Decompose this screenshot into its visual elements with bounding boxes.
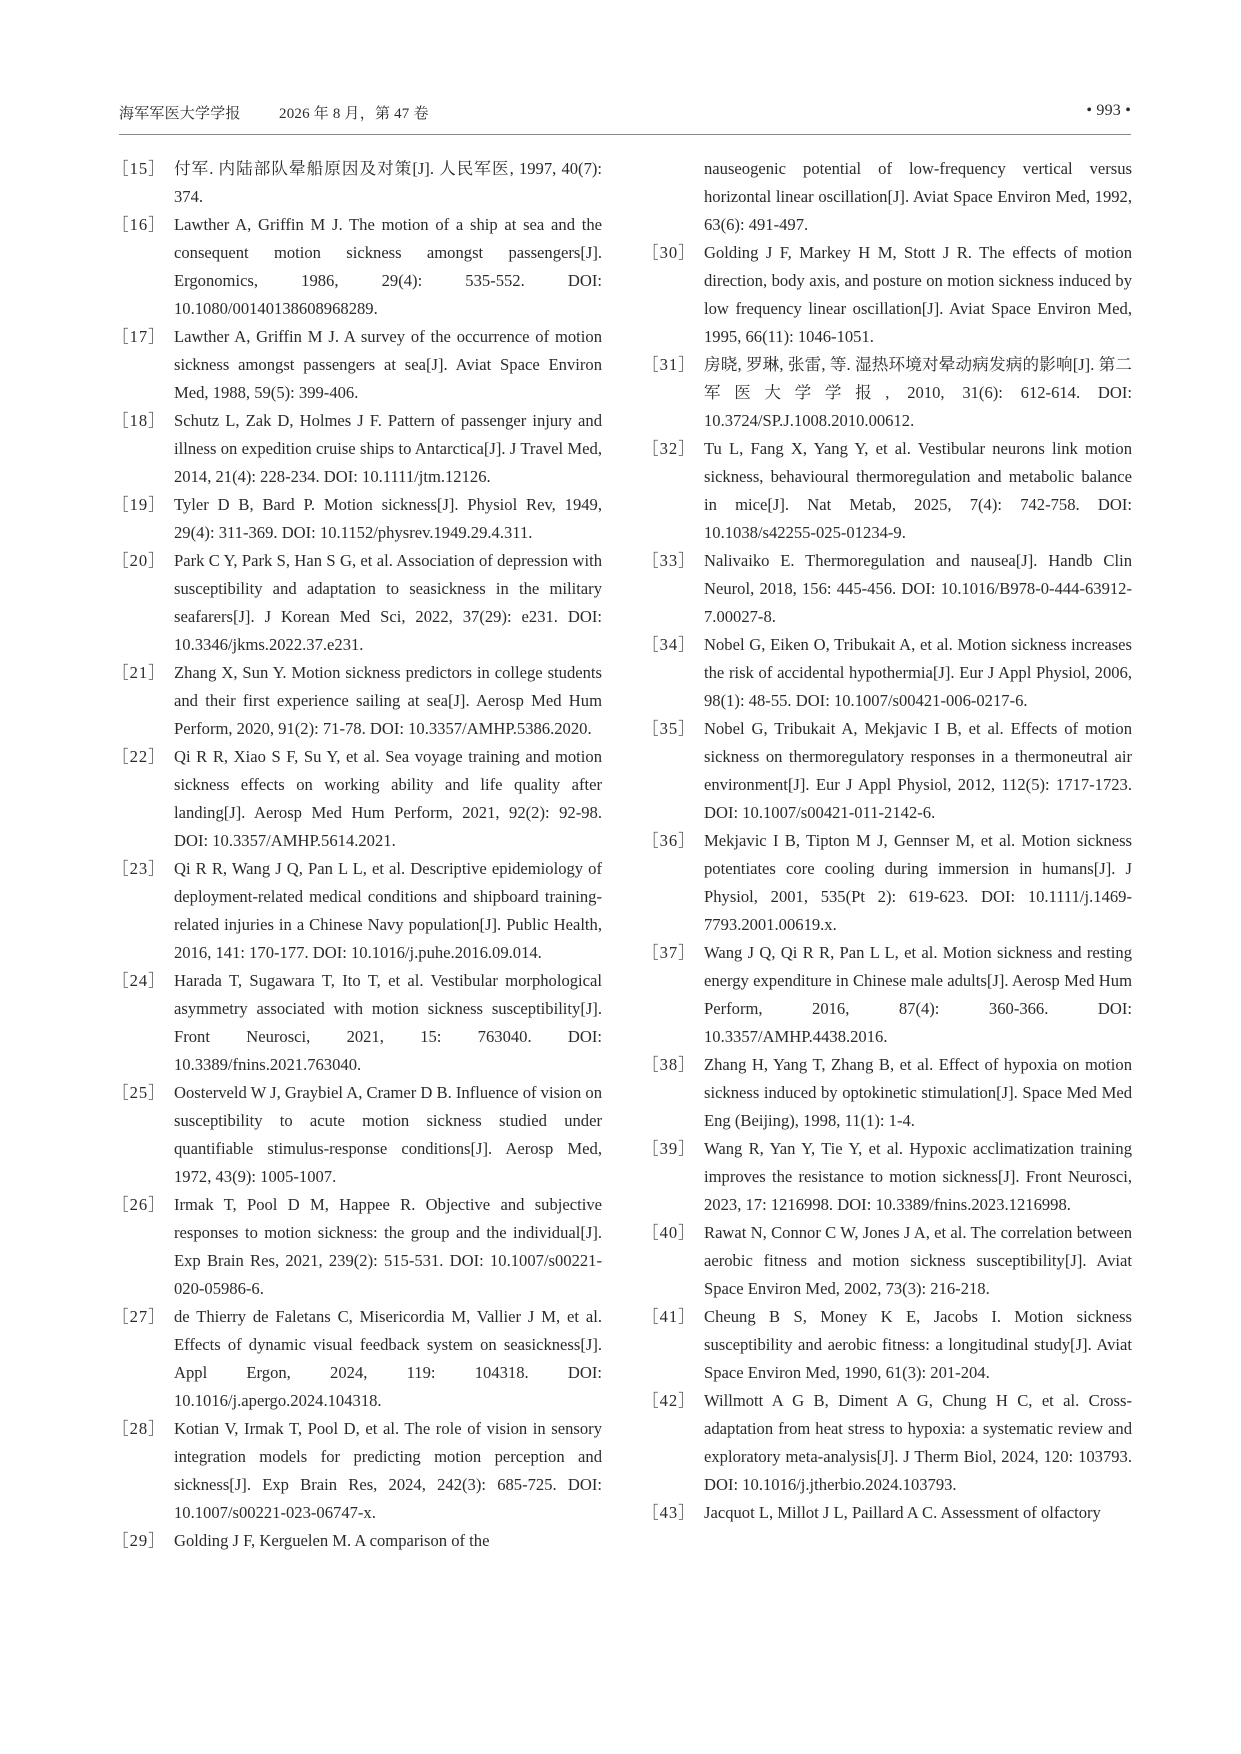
running-header <box>119 102 1131 126</box>
reference-text: 付军. 内陆部队晕船原因及对策[J]. 人民军医, 1997, 40(7): 374. <box>174 159 602 206</box>
reference-item <box>642 435 1132 547</box>
reference-text: Willmott A G B, Diment A G, Chung H C, et al. Cross-adaptation from heat stress to hypoxia: a systematic review and exploratory meta-analysis[J]. J Therm Biol, 2024, 120: 103793. DOI: 10.1016/j.jtherbio.2024.103793. <box>704 1391 1132 1494</box>
reference-number: ［17］ <box>112 327 166 346</box>
reference-number: ［26］ <box>112 1195 166 1214</box>
reference-item <box>112 323 602 407</box>
reference-item <box>112 1303 602 1415</box>
reference-text: Lawther A, Griffin M J. A survey of the occurrence of motion sickness amongst passengers at sea[J]. Aviat Space Environ Med, 1988, 59(5): 399-406. <box>174 327 602 402</box>
reference-item <box>112 1527 602 1555</box>
reference-number: ［36］ <box>642 831 696 850</box>
reference-number: ［27］ <box>112 1307 166 1326</box>
reference-number: ［25］ <box>112 1083 166 1102</box>
reference-item <box>642 155 1132 239</box>
reference-item <box>112 155 602 211</box>
reference-item <box>112 659 602 743</box>
reference-number: ［29］ <box>112 1531 166 1550</box>
reference-text: Nalivaiko E. Thermoregulation and nausea[J]. Handb Clin Neurol, 2018, 156: 445-456. DOI: 10.1016/B978-0-444-63912-7.00027-8. <box>704 551 1132 626</box>
journal-name: 海军军医大学学报 <box>119 106 241 122</box>
header-rule <box>119 134 1131 135</box>
reference-number: ［18］ <box>112 411 166 430</box>
reference-text: Oosterveld W J, Graybiel A, Cramer D B. Influence of vision on susceptibility to acute motion sickness studied under quantifiable stimulus-response conditions[J]. Aerosp Med, 1972, 43(9): 1005-1007. <box>174 1083 602 1186</box>
reference-item <box>112 743 602 855</box>
reference-text: Harada T, Sugawara T, Ito T, et al. Vestibular morphological asymmetry associated with motion sickness susceptibility[J]. Front Neurosci, 2021, 15: 763040. DOI: 10.3389/fnins.2021.763040. <box>174 971 602 1074</box>
reference-item <box>112 1191 602 1303</box>
reference-item <box>112 211 602 323</box>
reference-number: ［23］ <box>112 859 166 878</box>
reference-text: Qi R R, Xiao S F, Su Y, et al. Sea voyage training and motion sickness effects on working ability and life quality after landing[J]. Aerosp Med Hum Perform, 2021, 92(2): 92-98. DOI: 10.3357/AMHP.5614.2021. <box>174 747 602 850</box>
reference-item <box>112 1415 602 1527</box>
reference-item <box>642 1135 1132 1219</box>
reference-number: ［22］ <box>112 747 166 766</box>
reference-text: Qi R R, Wang J Q, Pan L L, et al. Descriptive epidemiology of deployment-related medical conditions and shipboard training-related injuries in a Chinese Navy population[J]. Public Health, 2016, 141: 170-177. DOI: 10.1016/j.puhe.2016.09.014. <box>174 859 602 962</box>
reference-number: ［20］ <box>112 551 166 570</box>
reference-item <box>112 967 602 1079</box>
reference-number: ［21］ <box>112 663 166 682</box>
reference-text: Zhang X, Sun Y. Motion sickness predictors in college students and their first experience sailing at sea[J]. Aerosp Med Hum Perform, 2020, 91(2): 71-78. DOI: 10.3357/AMHP.5386.2020. <box>174 663 602 738</box>
reference-item <box>642 827 1132 939</box>
reference-number: ［38］ <box>642 1055 696 1074</box>
reference-text: 房晓, 罗琳, 张雷, 等. 湿热环境对晕动病发病的影响[J]. 第二军医大学学报, 2010, 31(6): 612-614. DOI: 10.3724/SP.J.1008.2010.00612. <box>704 355 1132 430</box>
reference-item <box>642 1387 1132 1499</box>
reference-item <box>642 715 1132 827</box>
reference-item <box>112 547 602 659</box>
reference-text: Tyler D B, Bard P. Motion sickness[J]. Physiol Rev, 1949, 29(4): 311-369. DOI: 10.1152/physrev.1949.29.4.311. <box>174 495 602 542</box>
reference-number: ［24］ <box>112 971 166 990</box>
reference-text: Cheung B S, Money K E, Jacobs I. Motion sickness susceptibility and aerobic fitness: a longitudinal study[J]. Aviat Space Environ Med, 1990, 61(3): 201-204. <box>704 1307 1132 1382</box>
reference-item <box>642 1051 1132 1135</box>
reference-number: ［19］ <box>112 495 166 514</box>
reference-text: Park C Y, Park S, Han S G, et al. Association of depression with susceptibility and adaptation to seasickness in the military seafarers[J]. J Korean Med Sci, 2022, 37(29): e231. DOI: 10.3346/jkms.2022.37.e231. <box>174 551 602 654</box>
reference-number: ［32］ <box>642 439 696 458</box>
reference-item <box>112 491 602 547</box>
reference-text: Tu L, Fang X, Yang Y, et al. Vestibular neurons link motion sickness, behavioural thermoregulation and metabolic balance in mice[J]. Nat Metab, 2025, 7(4): 742-758. DOI: 10.1038/s42255-025-01234-9. <box>704 439 1132 542</box>
reference-number: ［16］ <box>112 215 166 234</box>
reference-item <box>642 1499 1132 1527</box>
reference-item <box>642 351 1132 435</box>
page-number: • 993 • <box>1086 102 1131 119</box>
reference-text: Nobel G, Eiken O, Tribukait A, et al. Motion sickness increases the risk of accidental hypothermia[J]. Eur J Appl Physiol, 2006, 98(1): 48-55. DOI: 10.1007/s00421-006-0217-6. <box>704 635 1132 710</box>
reference-text: Nobel G, Tribukait A, Mekjavic I B, et al. Effects of motion sickness on thermoregulatory responses in a thermoneutral air environment[J]. Eur J Appl Physiol, 2012, 112(5): 1717-1723. DOI: 10.1007/s00421-011-2142-6. <box>704 719 1132 822</box>
reference-item <box>642 547 1132 631</box>
reference-item <box>642 939 1132 1051</box>
reference-text: Schutz L, Zak D, Holmes J F. Pattern of passenger injury and illness on expedition cruise ships to Antarctica[J]. J Travel Med, 2014, 21(4): 228-234. DOI: 10.1111/jtm.12126. <box>174 411 602 486</box>
reference-item <box>642 1219 1132 1303</box>
reference-number: ［34］ <box>642 635 696 654</box>
reference-text: Golding J F, Markey H M, Stott J R. The effects of motion direction, body axis, and posture on motion sickness induced by low frequency linear oscillation[J]. Aviat Space Environ Med, 1995, 66(11): 1046-1051. <box>704 243 1132 346</box>
reference-item <box>642 239 1132 351</box>
reference-text: Irmak T, Pool D M, Happee R. Objective and subjective responses to motion sickness: the group and the individual[J]. Exp Brain Res, 2021, 239(2): 515-531. DOI: 10.1007/s00221-020-05986-6. <box>174 1195 602 1298</box>
reference-item <box>642 1303 1132 1387</box>
reference-number: ［15］ <box>112 159 166 178</box>
reference-number: ［30］ <box>642 243 696 262</box>
reference-number: ［31］ <box>642 355 696 374</box>
reference-text: de Thierry de Faletans C, Misericordia M, Vallier J M, et al. Effects of dynamic visual feedback system on seasickness[J]. Appl Ergon, 2024, 119: 104318. DOI: 10.1016/j.apergo.2024.104318. <box>174 1307 602 1410</box>
references-right-column <box>642 155 1132 1527</box>
reference-number: ［41］ <box>642 1307 696 1326</box>
reference-item <box>642 631 1132 715</box>
reference-item <box>112 855 602 967</box>
reference-number: ［39］ <box>642 1139 696 1158</box>
reference-number: ［42］ <box>642 1391 696 1410</box>
reference-item <box>112 1079 602 1191</box>
reference-text: nauseogenic potential of low-frequency vertical versus horizontal linear oscillation[J]. Aviat Space Environ Med, 1992, 63(6): 491-497. <box>704 159 1132 234</box>
reference-text: Lawther A, Griffin M J. The motion of a ship at sea and the consequent motion sickness amongst passengers[J]. Ergonomics, 1986, 29(4): 535-552. DOI: 10.1080/00140138608968289. <box>174 215 602 318</box>
reference-number: ［35］ <box>642 719 696 738</box>
reference-item <box>112 407 602 491</box>
reference-text: Wang R, Yan Y, Tie Y, et al. Hypoxic acclimatization training improves the resistance to motion sickness[J]. Front Neurosci, 2023, 17: 1216998. DOI: 10.3389/fnins.2023.1216998. <box>704 1139 1132 1214</box>
reference-text: Jacquot L, Millot J L, Paillard A C. Assessment of olfactory <box>704 1503 1101 1522</box>
reference-text: Rawat N, Connor C W, Jones J A, et al. The correlation between aerobic fitness and motion sickness susceptibility[J]. Aviat Space Environ Med, 2002, 73(3): 216-218. <box>704 1223 1132 1298</box>
reference-text: Zhang H, Yang T, Zhang B, et al. Effect of hypoxia on motion sickness induced by optokinetic stimulation[J]. Space Med Med Eng (Beijing), 1998, 11(1): 1-4. <box>704 1055 1132 1130</box>
reference-text: Mekjavic I B, Tipton M J, Gennser M, et al. Motion sickness potentiates core cooling during immersion in humans[J]. J Physiol, 2001, 535(Pt 2): 619-623. DOI: 10.1111/j.1469-7793.2001.00619.x. <box>704 831 1132 934</box>
reference-number: ［28］ <box>112 1419 166 1438</box>
reference-number: ［40］ <box>642 1223 696 1242</box>
reference-text: Golding J F, Kerguelen M. A comparison of the <box>174 1531 490 1550</box>
issue-info: 2026 年 8 月，第 47 卷 <box>279 106 429 122</box>
reference-number: ［33］ <box>642 551 696 570</box>
reference-text: Kotian V, Irmak T, Pool D, et al. The role of vision in sensory integration models for predicting motion perception and sickness[J]. Exp Brain Res, 2024, 242(3): 685-725. DOI: 10.1007/s00221-023-06747-x. <box>174 1419 602 1522</box>
reference-text: Wang J Q, Qi R R, Pan L L, et al. Motion sickness and resting energy expenditure in Chinese male adults[J]. Aerosp Med Hum Perform, 2016, 87(4): 360-366. DOI: 10.3357/AMHP.4438.2016. <box>704 943 1132 1046</box>
reference-number: ［37］ <box>642 943 696 962</box>
references-left-column <box>112 155 602 1555</box>
reference-number: ［43］ <box>642 1503 696 1522</box>
